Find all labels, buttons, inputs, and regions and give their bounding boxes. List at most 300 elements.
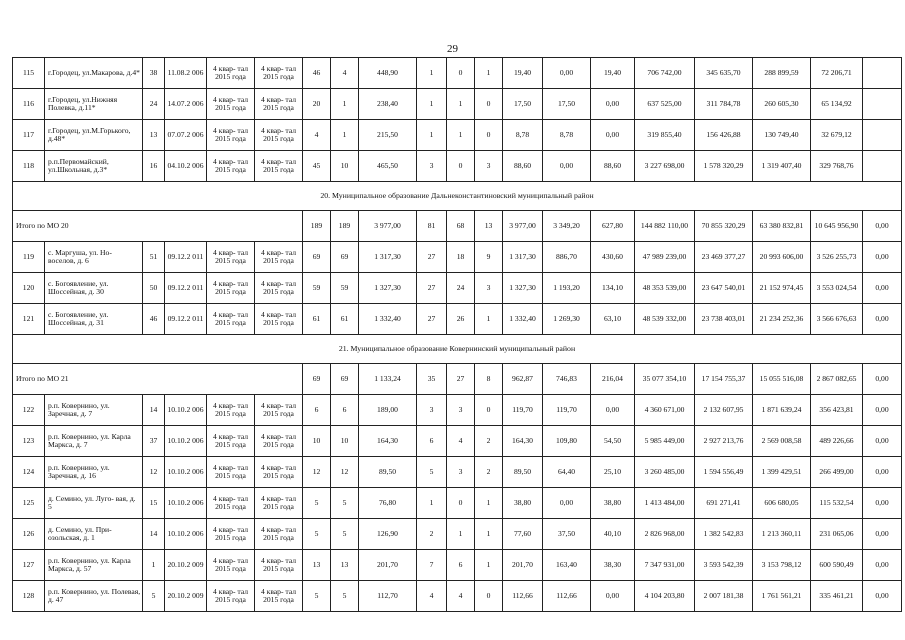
table-cell: 231 065,06 bbox=[811, 519, 863, 550]
table-cell: 10.10.2 006 bbox=[165, 457, 207, 488]
table-cell: 156 426,88 bbox=[695, 120, 753, 151]
table-cell: 335 461,21 bbox=[811, 581, 863, 612]
table-cell: 72 206,71 bbox=[811, 58, 863, 89]
table-cell: 2 bbox=[475, 457, 503, 488]
table-cell: 126,90 bbox=[359, 519, 417, 550]
section-header bbox=[13, 335, 902, 364]
table-cell: 0,00 bbox=[863, 426, 902, 457]
table-cell: 0 bbox=[447, 58, 475, 89]
table-cell: 26 bbox=[447, 304, 475, 335]
table-cell: 0,00 bbox=[591, 395, 635, 426]
table-cell: 189 bbox=[331, 211, 359, 242]
table-cell: 119 bbox=[13, 242, 45, 273]
table-cell: 1 bbox=[447, 120, 475, 151]
table-cell: 27 bbox=[417, 242, 447, 273]
table-cell: 48 539 332,00 bbox=[635, 304, 695, 335]
table-cell: Итого по МО 20 bbox=[13, 211, 303, 242]
table-cell: 70 855 320,29 bbox=[695, 211, 753, 242]
table-cell: 0 bbox=[475, 395, 503, 426]
table-row bbox=[13, 89, 902, 120]
table-cell: 0,00 bbox=[863, 550, 902, 581]
table-cell: 3 bbox=[475, 151, 503, 182]
table-cell: 746,83 bbox=[543, 364, 591, 395]
table-cell: 17 154 755,37 bbox=[695, 364, 753, 395]
table-cell: 46 bbox=[143, 304, 165, 335]
table-cell: 45 bbox=[303, 151, 331, 182]
table-cell: 7 bbox=[417, 550, 447, 581]
table-cell: 25,10 bbox=[591, 457, 635, 488]
table-cell: 1 bbox=[417, 89, 447, 120]
table-cell: 5 985 449,00 bbox=[635, 426, 695, 457]
table-cell: 1 382 542,83 bbox=[695, 519, 753, 550]
table-cell: 1 213 360,11 bbox=[753, 519, 811, 550]
table-cell: 4 квар- тал 2015 года bbox=[255, 304, 303, 335]
table-cell: 13 bbox=[303, 550, 331, 581]
table-cell: 1 871 639,24 bbox=[753, 395, 811, 426]
table-cell: 24 bbox=[143, 89, 165, 120]
table-row bbox=[13, 519, 902, 550]
table-cell: 5 bbox=[303, 488, 331, 519]
table-cell: 627,80 bbox=[591, 211, 635, 242]
table-cell: 07.07.2 006 bbox=[165, 120, 207, 151]
table-cell: 115 bbox=[13, 58, 45, 89]
table-cell: 116 bbox=[13, 89, 45, 120]
table-cell: 130 749,40 bbox=[753, 120, 811, 151]
table-cell: 6 bbox=[447, 550, 475, 581]
table-cell: 5 bbox=[331, 488, 359, 519]
table-cell: 2 867 082,65 bbox=[811, 364, 863, 395]
total-row bbox=[13, 364, 902, 395]
table-cell: 1 bbox=[143, 550, 165, 581]
table-cell: 0,00 bbox=[863, 304, 902, 335]
table-cell: 48 353 539,00 bbox=[635, 273, 695, 304]
table-cell: 23 738 403,01 bbox=[695, 304, 753, 335]
table-cell: 10.10.2 006 bbox=[165, 426, 207, 457]
table-cell: 4 квар- тал 2015 года bbox=[207, 304, 255, 335]
table-cell: 164,30 bbox=[359, 426, 417, 457]
table-cell: 3 526 255,73 bbox=[811, 242, 863, 273]
table-row bbox=[13, 242, 902, 273]
table-cell: 69 bbox=[331, 364, 359, 395]
table-cell: 4 квар- тал 2015 года bbox=[207, 395, 255, 426]
table-cell: 2 132 607,95 bbox=[695, 395, 753, 426]
table-cell: 1 193,20 bbox=[543, 273, 591, 304]
table-cell: 17,50 bbox=[543, 89, 591, 120]
table-cell: 89,50 bbox=[503, 457, 543, 488]
total-row bbox=[13, 211, 902, 242]
table-cell: 606 680,05 bbox=[753, 488, 811, 519]
table-cell: 10 bbox=[331, 426, 359, 457]
page-number: 29 bbox=[447, 43, 458, 55]
table-cell: 1 578 320,29 bbox=[695, 151, 753, 182]
table-cell: 11.08.2 006 bbox=[165, 58, 207, 89]
table-cell: 23 469 377,27 bbox=[695, 242, 753, 273]
table-cell: 1 bbox=[417, 58, 447, 89]
table-cell bbox=[863, 58, 902, 89]
table-cell: 112,66 bbox=[543, 581, 591, 612]
table-cell: 2 569 008,58 bbox=[753, 426, 811, 457]
table-cell: 4 квар- тал 2015 года bbox=[255, 273, 303, 304]
table-cell: 20.10.2 009 bbox=[165, 550, 207, 581]
table-cell: 4 квар- тал 2015 года bbox=[207, 89, 255, 120]
table-cell: 27 bbox=[417, 273, 447, 304]
table-cell: 1 327,30 bbox=[359, 273, 417, 304]
table-cell: 4 квар- тал 2015 года bbox=[255, 242, 303, 273]
table-cell: 37,50 bbox=[543, 519, 591, 550]
table-cell: 1 bbox=[475, 304, 503, 335]
table-cell: 0,00 bbox=[863, 242, 902, 273]
table-cell: 345 635,70 bbox=[695, 58, 753, 89]
table-cell: 1 bbox=[475, 58, 503, 89]
table-cell: 10.10.2 006 bbox=[165, 395, 207, 426]
table-cell: 6 bbox=[303, 395, 331, 426]
table-row bbox=[13, 120, 902, 151]
table-cell: 189 bbox=[303, 211, 331, 242]
table-cell: 4 bbox=[303, 120, 331, 151]
table-cell: 4 квар- тал 2015 года bbox=[255, 581, 303, 612]
table-cell: 127 bbox=[13, 550, 45, 581]
table-row bbox=[13, 273, 902, 304]
table-cell: 5 bbox=[331, 581, 359, 612]
table-cell: р.п.Первомайский, ул.Школьная, д.3* bbox=[45, 151, 143, 182]
table-cell: 2 bbox=[475, 426, 503, 457]
table-cell: 1 761 561,21 bbox=[753, 581, 811, 612]
table-cell: 691 271,41 bbox=[695, 488, 753, 519]
table-cell: 0 bbox=[475, 120, 503, 151]
table-cell: 32 679,12 bbox=[811, 120, 863, 151]
table-cell: 1 332,40 bbox=[359, 304, 417, 335]
table-cell: 0 bbox=[447, 488, 475, 519]
table-cell: 962,87 bbox=[503, 364, 543, 395]
table-cell: 2 826 968,00 bbox=[635, 519, 695, 550]
table-cell: 448,90 bbox=[359, 58, 417, 89]
table-cell: 329 768,76 bbox=[811, 151, 863, 182]
table-cell: 4 квар- тал 2015 года bbox=[207, 242, 255, 273]
table-cell: 1 413 484,00 bbox=[635, 488, 695, 519]
table-cell: д. Семино, ул. При- озольская, д. 1 bbox=[45, 519, 143, 550]
table-cell: р.п. Ковернино, ул. Заречная, д. 16 bbox=[45, 457, 143, 488]
table-cell: 20.10.2 009 bbox=[165, 581, 207, 612]
table-cell: 3 260 485,00 bbox=[635, 457, 695, 488]
table-cell: 112,70 bbox=[359, 581, 417, 612]
table-cell: 4 bbox=[331, 58, 359, 89]
table-cell: 4 квар- тал 2015 года bbox=[255, 58, 303, 89]
table-cell: 266 499,00 bbox=[811, 457, 863, 488]
table-row bbox=[13, 426, 902, 457]
table-cell: 201,70 bbox=[503, 550, 543, 581]
table-cell: 1 bbox=[417, 120, 447, 151]
table-cell: 5 bbox=[143, 581, 165, 612]
table-cell: 88,60 bbox=[503, 151, 543, 182]
table-cell: 54,50 bbox=[591, 426, 635, 457]
table-cell: 27 bbox=[447, 364, 475, 395]
table-cell: 0,00 bbox=[863, 395, 902, 426]
table-cell: 5 bbox=[331, 519, 359, 550]
table-cell: 10.10.2 006 bbox=[165, 519, 207, 550]
table-cell: 4 квар- тал 2015 года bbox=[207, 457, 255, 488]
table-cell: 164,30 bbox=[503, 426, 543, 457]
table-cell: 238,40 bbox=[359, 89, 417, 120]
table-cell: 8,78 bbox=[543, 120, 591, 151]
table-cell: 38,80 bbox=[503, 488, 543, 519]
table-cell: 3 153 798,12 bbox=[753, 550, 811, 581]
table-cell: 260 605,30 bbox=[753, 89, 811, 120]
table-cell: 0,00 bbox=[863, 581, 902, 612]
table-cell: 20 bbox=[303, 89, 331, 120]
table-row bbox=[13, 58, 902, 89]
table-cell: 4 квар- тал 2015 года bbox=[255, 426, 303, 457]
table-cell: 37 bbox=[143, 426, 165, 457]
table-cell: 0,00 bbox=[591, 581, 635, 612]
table-cell: 0,00 bbox=[863, 488, 902, 519]
table-cell: с. Маргуша, ул. Но- воселов, д. 6 bbox=[45, 242, 143, 273]
table-cell: 9 bbox=[475, 242, 503, 273]
table-cell: 64,40 bbox=[543, 457, 591, 488]
table-cell: 4 квар- тал 2015 года bbox=[255, 550, 303, 581]
table-cell: 1 bbox=[475, 550, 503, 581]
section-header bbox=[13, 182, 902, 211]
table-cell: 17,50 bbox=[503, 89, 543, 120]
table-cell: р.п. Ковернино, ул. Карла Маркса, д. 7 bbox=[45, 426, 143, 457]
table-cell: 50 bbox=[143, 273, 165, 304]
table-cell: 3 977,00 bbox=[503, 211, 543, 242]
table-row bbox=[13, 151, 902, 182]
table-cell: 1 594 556,49 bbox=[695, 457, 753, 488]
table-cell: 3 227 698,00 bbox=[635, 151, 695, 182]
table-cell: 65 134,92 bbox=[811, 89, 863, 120]
table-cell: 1 317,30 bbox=[503, 242, 543, 273]
table-cell: 09.12.2 011 bbox=[165, 304, 207, 335]
table-cell: р.п. Ковернино, ул. Карла Маркса, д. 57 bbox=[45, 550, 143, 581]
table-cell: 35 077 354,10 bbox=[635, 364, 695, 395]
table-cell: 4 квар- тал 2015 года bbox=[207, 151, 255, 182]
table-cell: 118 bbox=[13, 151, 45, 182]
table-cell: 465,50 bbox=[359, 151, 417, 182]
table-cell: 89,50 bbox=[359, 457, 417, 488]
table-cell: 15 055 516,08 bbox=[753, 364, 811, 395]
table-cell: 4 квар- тал 2015 года bbox=[255, 120, 303, 151]
table-cell: 216,04 bbox=[591, 364, 635, 395]
table-cell: 12 bbox=[143, 457, 165, 488]
table-cell bbox=[863, 120, 902, 151]
table-cell: 16 bbox=[143, 151, 165, 182]
table-cell: 0,00 bbox=[543, 488, 591, 519]
table-cell: г.Городец, ул.Нижняя Полевка, д.11* bbox=[45, 89, 143, 120]
table-cell: 4 квар- тал 2015 года bbox=[207, 550, 255, 581]
table-cell: 0 bbox=[447, 151, 475, 182]
table-cell: 4 квар- тал 2015 года bbox=[207, 426, 255, 457]
table-cell: 5 bbox=[303, 581, 331, 612]
table-cell: 3 977,00 bbox=[359, 211, 417, 242]
table-cell: 10 645 956,90 bbox=[811, 211, 863, 242]
table-cell: 09.12.2 011 bbox=[165, 273, 207, 304]
table-cell: 7 347 931,00 bbox=[635, 550, 695, 581]
table-cell: 2 bbox=[417, 519, 447, 550]
table-cell: 19,40 bbox=[503, 58, 543, 89]
table-cell: 1 269,30 bbox=[543, 304, 591, 335]
table-cell: 40,10 bbox=[591, 519, 635, 550]
table-cell: 35 bbox=[417, 364, 447, 395]
table-cell: 77,60 bbox=[503, 519, 543, 550]
table-cell: 51 bbox=[143, 242, 165, 273]
table-cell: 1 319 407,40 bbox=[753, 151, 811, 182]
table-cell: 600 590,49 bbox=[811, 550, 863, 581]
table-cell: 10 bbox=[303, 426, 331, 457]
table-cell: 3 bbox=[417, 395, 447, 426]
table-cell bbox=[863, 151, 902, 182]
table-cell: 14 bbox=[143, 395, 165, 426]
table-cell: 4 квар- тал 2015 года bbox=[255, 89, 303, 120]
housing-table bbox=[12, 57, 902, 612]
table-cell: 112,66 bbox=[503, 581, 543, 612]
table-cell: 1 bbox=[331, 89, 359, 120]
table-cell: 68 bbox=[447, 211, 475, 242]
table-cell: 14.07.2 006 bbox=[165, 89, 207, 120]
table-cell: 144 882 110,00 bbox=[635, 211, 695, 242]
table-cell: 356 423,81 bbox=[811, 395, 863, 426]
table-cell: 1 399 429,51 bbox=[753, 457, 811, 488]
table-cell: 8 bbox=[475, 364, 503, 395]
table-cell: д. Семино, ул. Луго- вая, д. 5 bbox=[45, 488, 143, 519]
table-cell: 69 bbox=[331, 242, 359, 273]
table-cell: 69 bbox=[303, 242, 331, 273]
table-cell: 63,10 bbox=[591, 304, 635, 335]
table-cell: 8,78 bbox=[503, 120, 543, 151]
table-row bbox=[13, 304, 902, 335]
table-cell: р.п. Ковернино, ул. Заречная, д. 7 bbox=[45, 395, 143, 426]
table-cell: 20 993 606,00 bbox=[753, 242, 811, 273]
table-cell: 10 bbox=[331, 151, 359, 182]
table-cell: 115 532,54 bbox=[811, 488, 863, 519]
table-row bbox=[13, 457, 902, 488]
table-cell: г.Городец, ул.Макарова, д.4* bbox=[45, 58, 143, 89]
table-cell: 23 647 540,01 bbox=[695, 273, 753, 304]
table-cell: Итого по МО 21 bbox=[13, 364, 303, 395]
table-cell: 12 bbox=[331, 457, 359, 488]
table-cell: 0,00 bbox=[543, 151, 591, 182]
table-cell: 13 bbox=[475, 211, 503, 242]
table-cell: 0 bbox=[475, 89, 503, 120]
table-cell: 117 bbox=[13, 120, 45, 151]
table-cell: 489 226,66 bbox=[811, 426, 863, 457]
table-cell: 0,00 bbox=[591, 120, 635, 151]
table-cell: 38,30 bbox=[591, 550, 635, 581]
table-cell: 63 380 832,81 bbox=[753, 211, 811, 242]
table-row bbox=[13, 488, 902, 519]
table-cell: 1 332,40 bbox=[503, 304, 543, 335]
table-cell: 1 bbox=[475, 519, 503, 550]
table-cell: 0,00 bbox=[863, 519, 902, 550]
table-cell: 4 104 203,80 bbox=[635, 581, 695, 612]
table-cell: 1 bbox=[447, 519, 475, 550]
table-cell: 134,10 bbox=[591, 273, 635, 304]
table-cell: 21. Муниципальное образование Ковернинский муниципальный район bbox=[13, 335, 902, 364]
table-row bbox=[13, 550, 902, 581]
table-cell: 24 bbox=[447, 273, 475, 304]
table-cell: 6 bbox=[417, 426, 447, 457]
table-cell: 163,40 bbox=[543, 550, 591, 581]
table-row bbox=[13, 395, 902, 426]
table-cell: 4 квар- тал 2015 года bbox=[255, 457, 303, 488]
table-cell: 201,70 bbox=[359, 550, 417, 581]
table-cell: 59 bbox=[331, 273, 359, 304]
table-cell: 124 bbox=[13, 457, 45, 488]
table-cell bbox=[863, 89, 902, 120]
table-cell: 1 133,24 bbox=[359, 364, 417, 395]
table-cell: 4 квар- тал 2015 года bbox=[207, 519, 255, 550]
table-cell: 09.12.2 011 bbox=[165, 242, 207, 273]
table-cell: 0 bbox=[475, 581, 503, 612]
table-cell: 637 525,00 bbox=[635, 89, 695, 120]
table-cell: 119,70 bbox=[503, 395, 543, 426]
table-cell: 3 bbox=[475, 273, 503, 304]
table-cell: 4 квар- тал 2015 года bbox=[255, 151, 303, 182]
table-cell: 59 bbox=[303, 273, 331, 304]
table-cell: 4 квар- тал 2015 года bbox=[207, 273, 255, 304]
table-cell: 430,60 bbox=[591, 242, 635, 273]
table-cell: 0,00 bbox=[863, 364, 902, 395]
table-cell: 3 593 542,39 bbox=[695, 550, 753, 581]
table-cell: с. Богоявление, ул. Шоссейная, д. 31 bbox=[45, 304, 143, 335]
table-cell: 12 bbox=[303, 457, 331, 488]
table-cell: 121 bbox=[13, 304, 45, 335]
table-cell: 125 bbox=[13, 488, 45, 519]
table-cell: 0,00 bbox=[863, 457, 902, 488]
table-cell: 3 566 676,63 bbox=[811, 304, 863, 335]
table-cell: 04.10.2 006 bbox=[165, 151, 207, 182]
table-cell: 4 bbox=[417, 581, 447, 612]
table-cell: 1 317,30 bbox=[359, 242, 417, 273]
table-cell: 0,00 bbox=[863, 211, 902, 242]
table-cell: 1 bbox=[475, 488, 503, 519]
table-cell: 1 bbox=[447, 89, 475, 120]
table-cell: 20. Муниципальное образование Дальнеконстантиновский муниципальный район bbox=[13, 182, 902, 211]
table-cell: 19,40 bbox=[591, 58, 635, 89]
table-cell: 2 007 181,38 bbox=[695, 581, 753, 612]
table-cell: 119,70 bbox=[543, 395, 591, 426]
table-cell: 5 bbox=[417, 457, 447, 488]
table-cell: 3 bbox=[417, 151, 447, 182]
table-cell: 46 bbox=[303, 58, 331, 89]
table-cell: 1 bbox=[417, 488, 447, 519]
table-cell: 61 bbox=[331, 304, 359, 335]
table-cell: 3 bbox=[447, 457, 475, 488]
table-cell: р.п. Ковернино, ул. Полевая, д. 47 bbox=[45, 581, 143, 612]
table-cell: 18 bbox=[447, 242, 475, 273]
table-cell: 0,00 bbox=[863, 273, 902, 304]
table-cell: 886,70 bbox=[543, 242, 591, 273]
table-cell: 15 bbox=[143, 488, 165, 519]
table-cell: 21 234 252,36 bbox=[753, 304, 811, 335]
table-cell: 27 bbox=[417, 304, 447, 335]
table-cell: 38,80 bbox=[591, 488, 635, 519]
table-cell: 0,00 bbox=[591, 89, 635, 120]
table-cell: с. Богоявление, ул. Шоссейная, д. 30 bbox=[45, 273, 143, 304]
table-cell: 706 742,00 bbox=[635, 58, 695, 89]
table-cell: 4 360 671,00 bbox=[635, 395, 695, 426]
table-cell: 109,80 bbox=[543, 426, 591, 457]
table-cell: 81 bbox=[417, 211, 447, 242]
table-cell: 13 bbox=[143, 120, 165, 151]
table-row bbox=[13, 581, 902, 612]
table-cell: 126 bbox=[13, 519, 45, 550]
table-cell: 123 bbox=[13, 426, 45, 457]
table-cell: 2 927 213,76 bbox=[695, 426, 753, 457]
table-cell: 21 152 974,45 bbox=[753, 273, 811, 304]
table-cell: 189,00 bbox=[359, 395, 417, 426]
table-cell: 311 784,78 bbox=[695, 89, 753, 120]
table-cell: 1 327,30 bbox=[503, 273, 543, 304]
